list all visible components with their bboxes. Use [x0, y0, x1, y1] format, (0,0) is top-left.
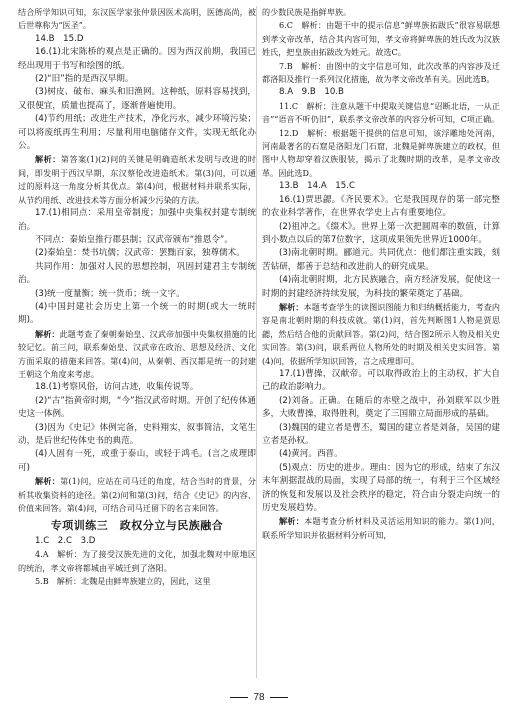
left-text: (2)秦始皇：焚书坑儒；汉武帝：罢黜百家，独尊儒术。 [35, 248, 245, 259]
left-text: (2)“旧”指的是西汉早期。 [35, 74, 134, 85]
right-paragraph [262, 86, 500, 99]
left-text: 第(1)问，应站在司马迁的角度，结合当时的背景，分析其收集资料的途径。第(2)问和第(3)问，结合《史记》的内容、价值来回答。第(4)问，可结合司马迁留下的名言来回答。 [18, 476, 256, 514]
left-paragraph [18, 328, 256, 382]
left-text: 共同作用：加强对人民的思想控制，巩固封建君主专制统治。 [18, 261, 256, 286]
left-text: 第答案(1)(2)问的关键是明确造纸术发明与改进的时间，即发明于西汉早期，东汉蔡伦改进造纸术。第(3)问，可以通过的原料这一角度分析其优点。第(4)问，根据材料并联系实际，从节约用纸、改进技术等方面分析减少污染的方法。 [18, 154, 256, 205]
page-number [0, 692, 518, 703]
left-paragraph [18, 381, 256, 394]
page-number-text: 78 [253, 692, 265, 703]
analysis-label: 解析： [35, 154, 61, 165]
left-paragraph [18, 73, 256, 86]
right-paragraph [262, 180, 500, 193]
right-column [262, 6, 500, 542]
left-paragraph [18, 288, 256, 301]
left-paragraph [18, 448, 256, 475]
right-text: 的少数民族是指鲜卑族。 [262, 7, 352, 17]
left-after-text: 1.C 2.C 3.D [35, 535, 96, 546]
left-paragraph [18, 6, 256, 33]
right-text: 7.B 解析：由图中的文字信息可知，此次改革的内容涉及迁都洛阳及推行一系列汉化措施，故为孝文帝改革有关。因此选B。 [262, 60, 500, 85]
right-paragraph [262, 221, 500, 248]
left-after-paragraph [18, 575, 256, 588]
left-paragraph [18, 46, 256, 73]
left-paragraph [18, 475, 256, 515]
left-paragraph [18, 301, 256, 328]
right-text: 11.C 解析：注意从题干中提取关键信息“诏断北语，一从正音”“语音不听仍旧”，联系孝文帝改革的内容分析可知，C项正确。 [262, 100, 500, 125]
right-text: 16.(1)贾思勰。《齐民要术》。它是我国现存的第一部完整的农业科学著作，在世界农学史上占有重要地位。 [262, 194, 500, 219]
left-paragraph [18, 261, 256, 288]
page-number-rule-left [230, 697, 248, 698]
left-text: 不同点：秦始皇推行郡县制；汉武帝颁布“推恩令”。 [35, 234, 233, 245]
right-paragraph [262, 301, 500, 368]
right-text: (4)黄河。西晋。 [279, 449, 343, 460]
right-paragraph [262, 100, 500, 127]
column-divider [256, 6, 257, 678]
left-after-text: 4.A 解析：为了接受汉族先进的文化，加强北魏对中原地区的统治，孝文帝将都城由平城迁到了洛阳。 [18, 549, 256, 573]
left-text: 此题考查了秦朝秦始皇、汉武帝加强中央集权措施的比较记忆。前三问，联系秦始皇、汉武帝在政治、思想及经济、文化方面采取的措施来回答。第(4)问，从秦朝、西汉都是统一的封建王朝这个角度来考虑。 [18, 328, 256, 379]
right-text: 8.A 9.B 10.B [279, 87, 344, 98]
right-text: (2)刘备。正确。在随后的赤壁之战中，孙刘联军以少胜多，大败曹操，取得胜利，奠定了三国鼎立局面形成的基础。 [262, 395, 500, 420]
right-paragraph [262, 60, 500, 87]
right-text: 6.C 解析：由题干中的提示信息“鲜卑族拓跋氏”很容易联想到孝文帝改革，结合其内容可知，孝文帝将鲜卑族的姓氏改为汉族姓氏，把皇族由拓跋改为姓元。故选C。 [262, 20, 500, 58]
left-column [18, 6, 256, 588]
right-text: (5)观点：历史的进步。理由：因为它的形成，结束了东汉末年割据混战的局面，实现了局部的统一，有利于三个区域经济的恢复和发展以及社会秩序的稳定，符合由分裂走向统一的历史发展趋势。 [262, 462, 500, 514]
left-after-paragraph [18, 535, 256, 548]
right-paragraph [262, 462, 500, 516]
right-text: (2)祖冲之。《缀术》。世界上第一次把圆周率的数值，计算到小数点以后的第7位数字，这项成果领先世界近1000年。 [262, 221, 500, 245]
right-paragraph [262, 127, 500, 181]
right-text: (3)魏国的建立者是曹丕，蜀国的建立者是刘备，吴国的建立者是孙权。 [262, 422, 500, 446]
left-text: 17.(1)相同点：采用皇帝制度；加强中央集权封建专制统治。 [18, 208, 256, 232]
right-paragraph [262, 448, 500, 461]
page-number-rule-right [270, 697, 288, 698]
right-text: 12.D 解析：根据题干提供的信息可知，该浮雕地处河南，河南最著名的石窟是洛阳龙门石窟，北魏是鲜卑族建立的政权，但图中人物却穿着汉族服装，揭示了北魏时期的改革，是孝文帝改革。因此选D。 [262, 127, 500, 178]
left-text: (2)“古”指黄帝时期，“今”指汉武帝时期。开创了纪传体通史这一体例。 [18, 395, 256, 420]
left-text: (3)树皮、破布、麻头和旧渔网。这种纸，原料容易找到，又很便宜，质量也提高了，逐渐普遍使用。 [18, 87, 256, 111]
left-text: (4)中国封建社会历史上第一个统一的时期(或大一统时期)。 [18, 301, 256, 326]
right-text: 13.B 14.A 15.C [279, 181, 355, 192]
left-text: (4)节约用纸；改进生产技术，净化污水，减少环境污染；可以将废纸再生利用；尽量利用电脑储存文件，实现无纸化办公。 [18, 114, 256, 152]
right-paragraph [262, 6, 500, 19]
right-text: (4)南北朝时期，北方民族融合，南方经济发展，促使这一时期的封建经济持续发展，为科技的繁荣奠定了基础。 [262, 275, 500, 299]
right-text: (3)南北朝时期。郦道元。共同优点：他们都注重实践，刻苦钻研，都善于总结和改进前人的研究成果。 [262, 248, 500, 272]
right-paragraph [262, 422, 500, 449]
left-after-paragraph [18, 548, 256, 575]
left-paragraph [18, 247, 256, 260]
left-text: 14.B 15.D [35, 33, 84, 44]
right-paragraph [262, 274, 500, 301]
left-paragraph [18, 153, 256, 207]
right-text: 本题考查分析材料及灵活运用知识的能力。第(1)问，联系所学知识并依据材料分析可知， [262, 516, 500, 540]
right-text: 17.(1)曹操，汉献帝。可以取得政治上的主动权，扩大自己的政治影响力。 [262, 368, 500, 393]
left-paragraph [18, 395, 256, 422]
left-text: 结合所学知识可知，东汉医学家张仲景因医术高明，医德高尚，被后世尊称为“医圣”。 [18, 7, 256, 31]
left-text: (3)统一度量衡；统一货币；统一文字。 [35, 288, 185, 299]
analysis-label: 解析： [35, 476, 61, 487]
left-text: 18.(1)考察风俗，访问古迹，收集传说等。 [35, 382, 199, 393]
left-paragraph [18, 33, 256, 46]
left-paragraph [18, 234, 256, 247]
section-title: 专项训练三 政权分立与民族融合 [50, 519, 224, 533]
analysis-label: 解析： [35, 328, 60, 339]
analysis-label: 解析： [279, 516, 305, 527]
left-paragraph [18, 113, 256, 153]
left-paragraph [18, 86, 256, 113]
left-text: (3)因为《史记》体例完备，史料翔实，叙事简洁，文笔生动，是后世纪传体史书的典范。 [18, 422, 256, 446]
right-paragraph [262, 194, 500, 221]
right-paragraph [262, 515, 500, 542]
right-text: 本题考查学生的读图识图能力和归纳概括能力，考查内容是南北朝时期的科技成就。第(1)问，首先判断图1人物是贾思勰，然后结合他的贡献回答。第(2)问，结合图2所示人物及相关史实回答。第(3)问，联系两位人物所处的时期及相关史实回答。第(4)问，依据所学知识回答，言之成理即可。 [262, 301, 500, 366]
right-paragraph [262, 395, 500, 422]
left-paragraph [18, 422, 256, 449]
right-paragraph [262, 247, 500, 274]
left-paragraph [18, 207, 256, 234]
analysis-label: 解析： [279, 301, 304, 312]
left-text: (4)人固有一死，或重于泰山，或轻于鸿毛。(言之成理即可) [18, 449, 256, 473]
left-text: 16.(1)北宋陈桥的观点是正确的。因为西汉前期，我国已经出现用于书写和绘图的纸。 [18, 47, 256, 71]
right-paragraph [262, 19, 500, 59]
right-paragraph [262, 368, 500, 395]
left-after-text: 5.B 解析：北魏是由鲜卑族建立的，因此，这里 [35, 576, 211, 587]
